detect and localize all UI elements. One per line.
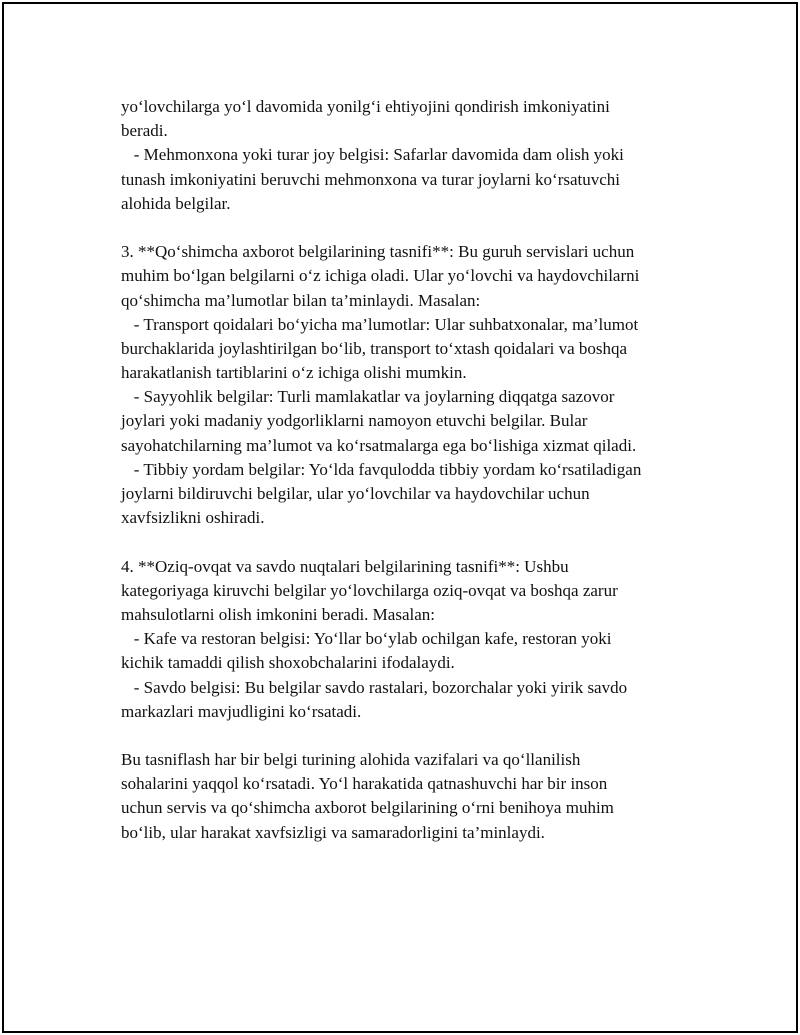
text-line: mahsulotlarni olish imkonini beradi. Masalan: [121, 604, 435, 624]
text-line: - Tibbiy yordam belgilar: Yo‘lda favqulodda tibbiy yordam ko‘rsatiladigan [121, 459, 642, 479]
text-line: kichik tamaddi qilish shoxobchalarini ifodalaydi. [121, 653, 455, 673]
text-line: Bu tasniflash har bir belgi turining alohida vazifalari va qo‘llanilish [121, 750, 581, 770]
paragraph-spacer [121, 216, 711, 240]
text-line: joylari yoki madaniy yodgorliklarni namoyon etuvchi belgilar. Bular [121, 411, 588, 431]
text-line: sohalarini yaqqol ko‘rsatadi. Yo‘l harakatida qatnashuvchi har bir inson [121, 774, 608, 794]
paragraph-fuel-and-hotel [121, 95, 711, 216]
paragraph-spacer [121, 530, 711, 554]
text-line: - Savdo belgisi: Bu belgilar savdo rastalari, bozorchalar yoki yirik savdo [121, 677, 628, 697]
text-line: muhim bo‘lgan belgilarni o‘z ichiga oladi. Ular yo‘lovchi va haydovchilarni [121, 266, 640, 286]
paragraph-spacer [121, 724, 711, 748]
text-line: tunash imkoniyatini beruvchi mehmonxona va turar joylarni ko‘rsatuvchi [121, 169, 621, 189]
document-body [121, 95, 711, 845]
text-line: burchaklarida joylashtirilgan bo‘lib, transport to‘xtash qoidalari va boshqa [121, 338, 628, 358]
text-line: - Mehmonxona yoki turar joy belgisi: Safarlar davomida dam olish yoki [121, 145, 624, 165]
text-line: xavfsizlikni oshiradi. [121, 508, 265, 528]
text-line: - Sayyohlik belgilar: Turli mamlakatlar va joylarning diqqatga sazovor [121, 387, 615, 407]
text-line: harakatlanish tartiblarini o‘z ichiga olishi mumkin. [121, 363, 467, 383]
text-line: qo‘shimcha ma’lumotlar bilan ta’minlaydi. Masalan: [121, 290, 481, 310]
text-line: markazlari mavjudligini ko‘rsatadi. [121, 701, 362, 721]
text-line: - Transport qoidalari bo‘yicha ma’lumotlar: Ular suhbatxonalar, ma’lumot [121, 314, 639, 334]
text-line: alohida belgilar. [121, 193, 231, 213]
paragraph-food-and-trade-signs [121, 555, 711, 724]
text-line: - Kafe va restoran belgisi: Yo‘llar bo‘ylab ochilgan kafe, restoran yoki [121, 629, 612, 649]
text-line: 4. **Oziq-ovqat va savdo nuqtalari belgilarining tasnifi**: Ushbu [121, 556, 569, 576]
text-line: beradi. [121, 121, 168, 141]
text-line: yo‘lovchilarga yo‘l davomida yonilg‘i ehtiyojini qondirish imkoniyatini [121, 97, 610, 116]
page-frame [2, 2, 798, 1033]
text-line: uchun servis va qo‘shimcha axborot belgilarining o‘rni benihoya muhim [121, 798, 614, 818]
text-line: sayohatchilarning ma’lumot va ko‘rsatmalarga ega bo‘lishiga xizmat qiladi. [121, 435, 637, 455]
paragraph-additional-info-signs [121, 240, 711, 530]
text-line: joylarni bildiruvchi belgilar, ular yo‘lovchilar va haydovchilar uchun [121, 484, 590, 503]
text-line: 3. **Qo‘shimcha axborot belgilarining tasnifi**: Bu guruh servislari uchun [121, 242, 635, 262]
text-line: bo‘lib, ular harakat xavfsizligi va samaradorligini ta’minlaydi. [121, 822, 545, 842]
text-line: kategoriyaga kiruvchi belgilar yo‘lovchilarga oziq-ovqat va boshqa zarur [121, 580, 618, 600]
paragraph-conclusion [121, 748, 711, 845]
